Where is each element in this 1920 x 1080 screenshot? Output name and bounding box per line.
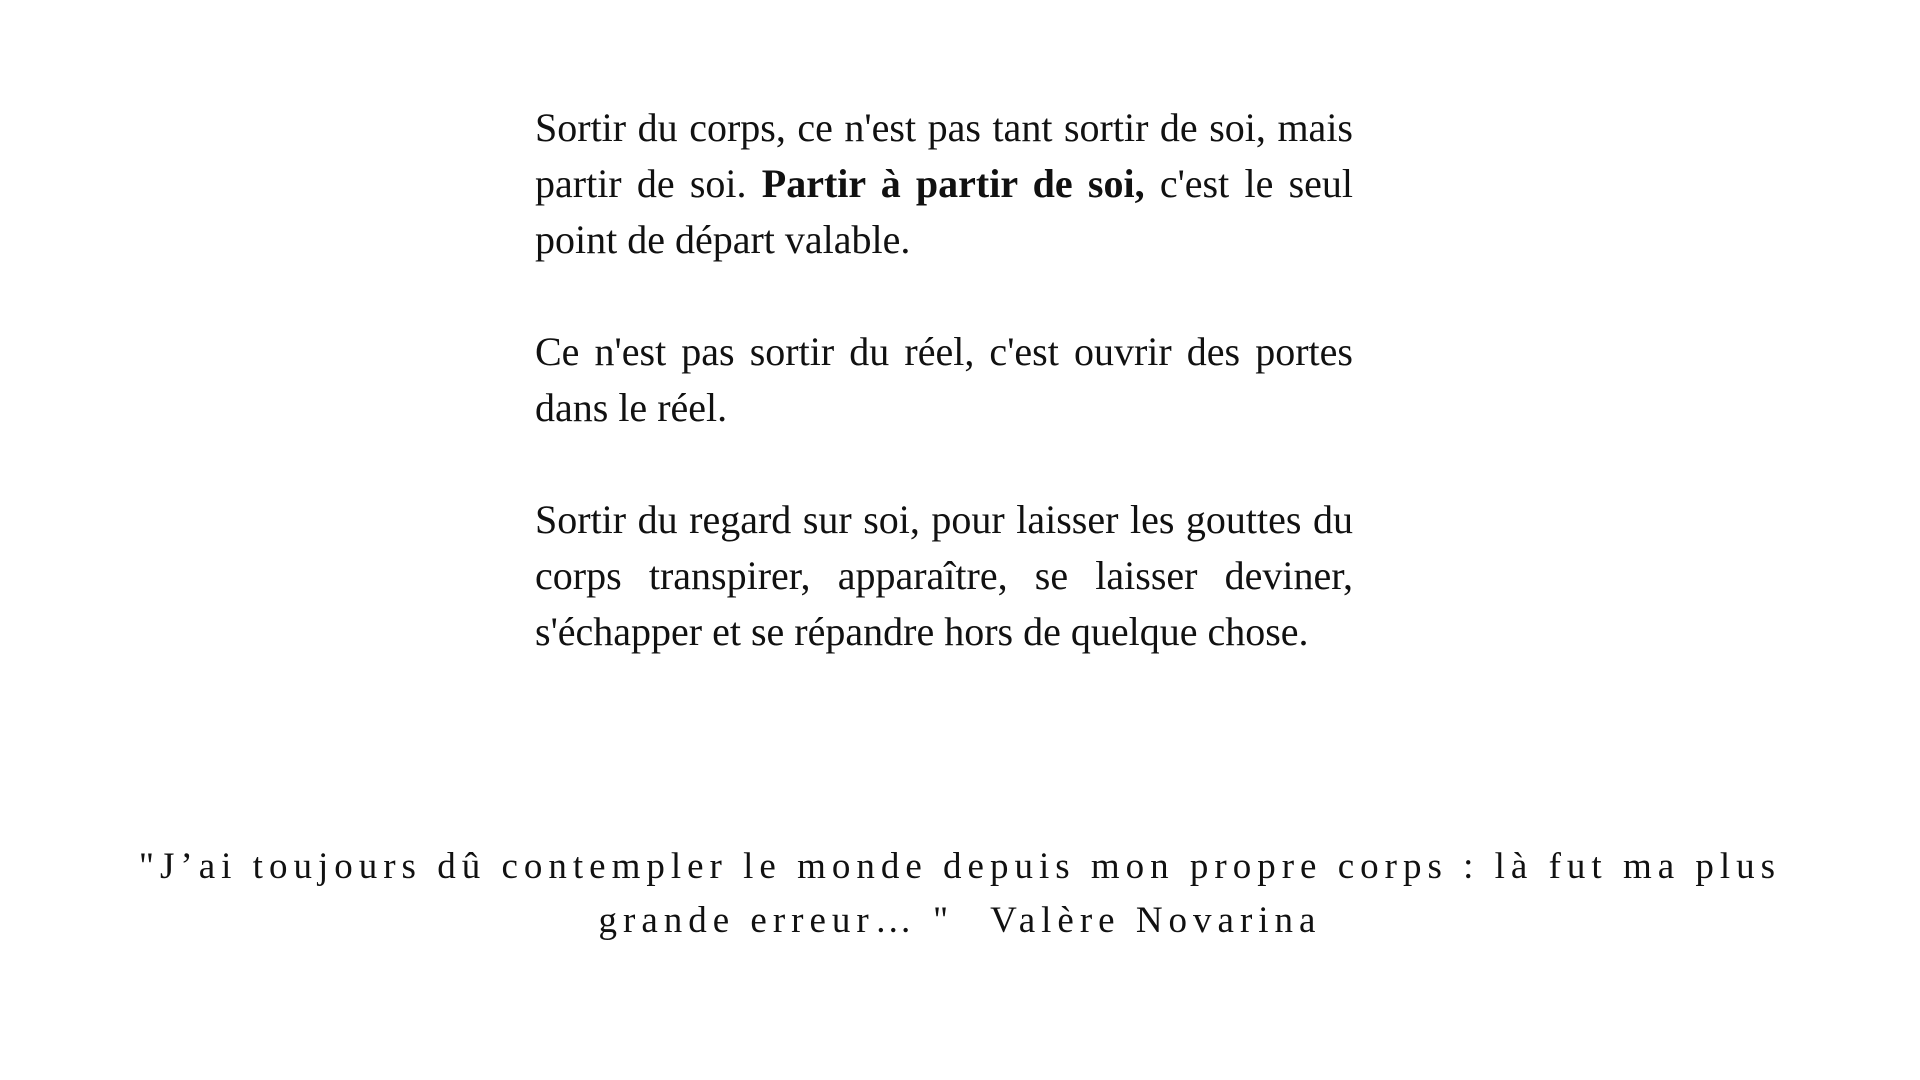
paragraph-1-tail: c'est le seul point de départ valable. (535, 161, 1354, 262)
quote-text: "J’ai toujours dû contempler le monde depuis mon propre corps : là fut ma plus grande erreur… " (138, 846, 1782, 941)
text-block (535, 100, 1353, 660)
paragraph-1-text: Sortir du corps, ce n'est pas tant sortir de soi, mais partir de soi. (535, 105, 1353, 206)
paragraph-1-bold: Partir à partir de soi, (761, 161, 1145, 206)
quote (100, 840, 1820, 948)
quote-author: Valère Novarina (990, 900, 1322, 941)
paragraph-3: Sortir du regard sur soi, pour laisser les gouttes du corps transpirer, apparaître, se laisser deviner, s'échapper et se répandre hors de quelque chose. (535, 497, 1353, 654)
paragraph-2: Ce n'est pas sortir du réel, c'est ouvrir des portes dans le réel. (535, 329, 1353, 430)
paragraph-1 (535, 100, 1353, 268)
